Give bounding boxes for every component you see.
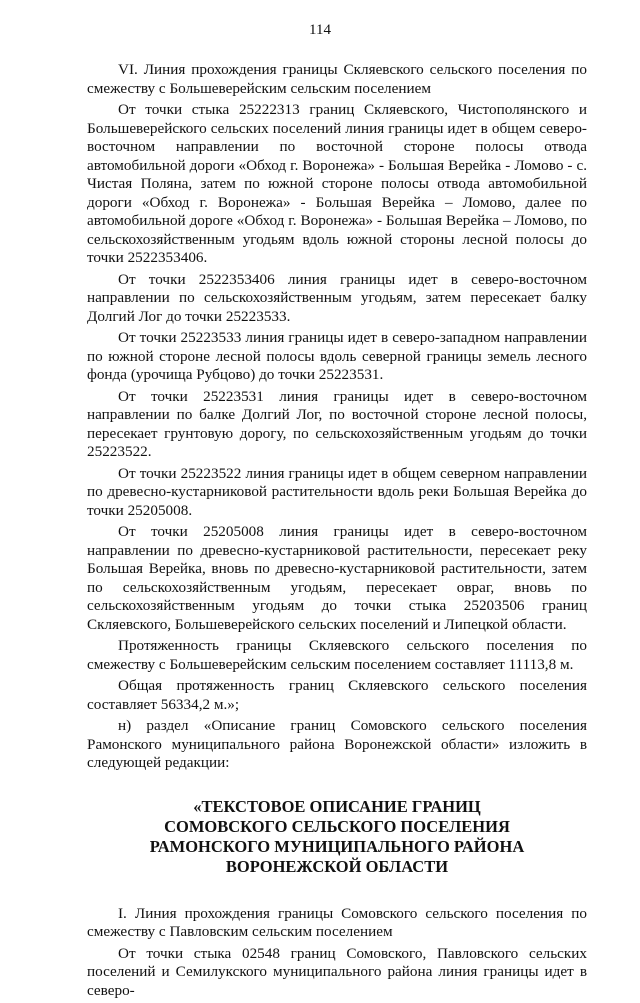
section-title: [87, 797, 587, 877]
title-line: ВОРОНЕЖСКОЙ ОБЛАСТИ: [225, 856, 449, 876]
paragraph: От точки 25223522 линия границы идет в общем северном направлении по древесно-кустарниковой растительности вдоль реки Большая Верейка до точки 25205008.: [87, 464, 587, 519]
document-body: [87, 61, 587, 1003]
title-line: РАМОНСКОГО МУНИЦИПАЛЬНОГО РАЙОНА: [149, 836, 525, 856]
page-number: 114: [309, 22, 331, 38]
paragraph: От точки 25223533 линия границы идет в северо-западном направлении по южной стороне лесной полосы вдоль северной границы земель лесного фонда (урочища Рубцово) до точки 25223531.: [87, 329, 587, 383]
paragraph: От точки стыка 02548 границ Сомовского, Павловского сельских поселений и Семилукского муниципального района линия границы идет в северо-: [87, 944, 587, 999]
title-line: СОМОВСКОГО СЕЛЬСКОГО ПОСЕЛЕНИЯ: [164, 816, 510, 836]
section-heading-vi: VI. Линия прохождения границы Скляевского сельского поселения по смежеству с Большеверейским сельским поселением: [87, 61, 587, 97]
paragraph: От точки 2522353406 линия границы идет в северо-восточном направлении по сельскохозяйственным угодьям, затем пересекает балку Долгий Лог до точки 25223533.: [87, 270, 587, 325]
paragraph: От точки 25223531 линия границы идет в северо-восточном направлении по балке Долгий Лог, по восточной стороне лесной полосы, пересекает грунтовую дорогу, по сельскохозяйственным угодьям до точки 25223522.: [87, 387, 587, 460]
paragraph: Общая протяженность границ Скляевского сельского поселения составляет 56334,2 м.»;: [87, 677, 587, 713]
paragraph: н) раздел «Описание границ Сомовского сельского поселения Рамонского муниципального района Воронежской области» изложить в следующей редакции:: [87, 717, 587, 771]
paragraph: Протяженность границы Скляевского сельского поселения по смежеству с Большеверейским сельским поселением составляет 11113,8 м.: [87, 637, 587, 673]
title-line: «ТЕКСТОВОЕ ОПИСАНИЕ ГРАНИЦ: [193, 796, 481, 816]
paragraph: От точки стыка 25222313 границ Скляевского, Чистополянского и Большеверейского сельских поселений линия границы идет в общем северо-восточном направлении по восточной стороне полосы отвода автомобильной дороги «Обход г. Воронежа» - Большая Верейка - Ломово - с. Чистая Поляна, затем по южной стороне полосы отвода автомобильной дороги «Обход г. Воронежа» - Большая Верейка – Ломово, далее по автомобильной дороге «Обход г. Воронежа» - Большая Верейка – Ломово, по сельскохозяйственным угодьям вдоль южной стороны лесной полосы до точки 2522353406.: [87, 101, 587, 266]
section-heading-i: I. Линия прохождения границы Сомовского сельского поселения по смежеству с Павловским сельским поселением: [87, 904, 587, 940]
paragraph: От точки 25205008 линия границы идет в северо-восточном направлении по древесно-кустарниковой растительности, пересекает реку Большая Верейка, вновь по древесно-кустарниковой растительности, затем по сельскохозяйственным угодьям, пересекает овраг, вновь по сельскохозяйственным угодьям до точки стыка 25203506 границ Скляевского, Большеверейского сельских поселений и Липецкой области.: [87, 523, 587, 633]
